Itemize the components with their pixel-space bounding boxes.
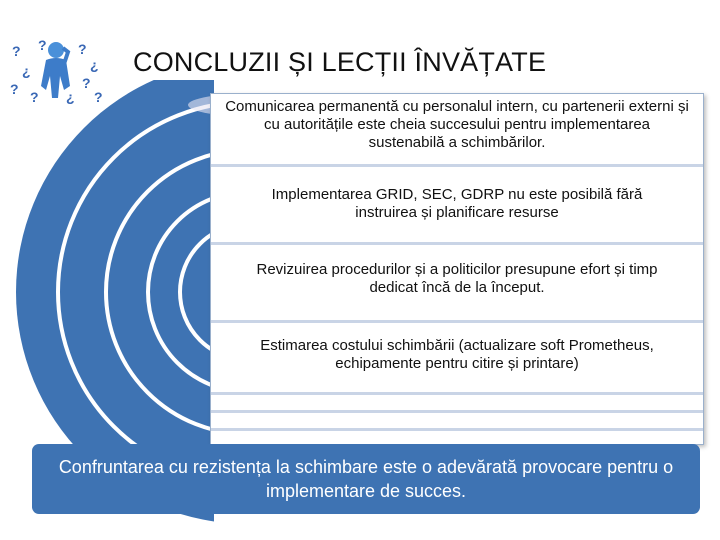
svg-text:?: ? (82, 75, 91, 91)
svg-text:?: ? (30, 89, 39, 105)
separator (211, 242, 703, 245)
separator (211, 392, 703, 395)
separator (211, 428, 703, 431)
svg-text:?: ? (10, 81, 19, 97)
svg-text:?: ? (94, 89, 103, 105)
page-title: CONCLUZII ȘI LECȚII ÎNVĂȚATE (133, 47, 547, 77)
svg-text:?: ? (12, 43, 21, 59)
svg-text:¿: ¿ (22, 63, 31, 79)
lesson-item-4: Estimarea costului schimbării (actualizare soft Prometheus, echipamente pentru citire și printare) (260, 337, 654, 372)
thinking-person-question-marks-icon (8, 36, 108, 108)
lessons-panel (210, 93, 704, 445)
lesson-item-1: Comunicarea permanentă cu personalul intern, cu partenerii externi și cu autoritățile este cheia succesului pentru implementarea sustenabilă a schimbărilor. (225, 98, 689, 151)
svg-text:¿: ¿ (90, 57, 99, 73)
separator (211, 164, 703, 167)
svg-text:?: ? (38, 37, 47, 53)
svg-text:?: ? (78, 41, 87, 57)
conclusion-banner (32, 444, 700, 514)
lesson-item-3: Revizuirea procedurilor și a politicilor presupune efort și timp dedicat încă de la început. (256, 261, 658, 296)
separator (211, 320, 703, 323)
lesson-item-2: Implementarea GRID, SEC, GDRP nu este posibilă fără instruirea și planificare resurse (271, 186, 643, 221)
conclusion-text: Confruntarea cu rezistența la schimbare este o adevărată provocare pentru o implementare de succes. (58, 457, 674, 501)
svg-text:¿: ¿ (66, 89, 75, 105)
separator (211, 410, 703, 413)
